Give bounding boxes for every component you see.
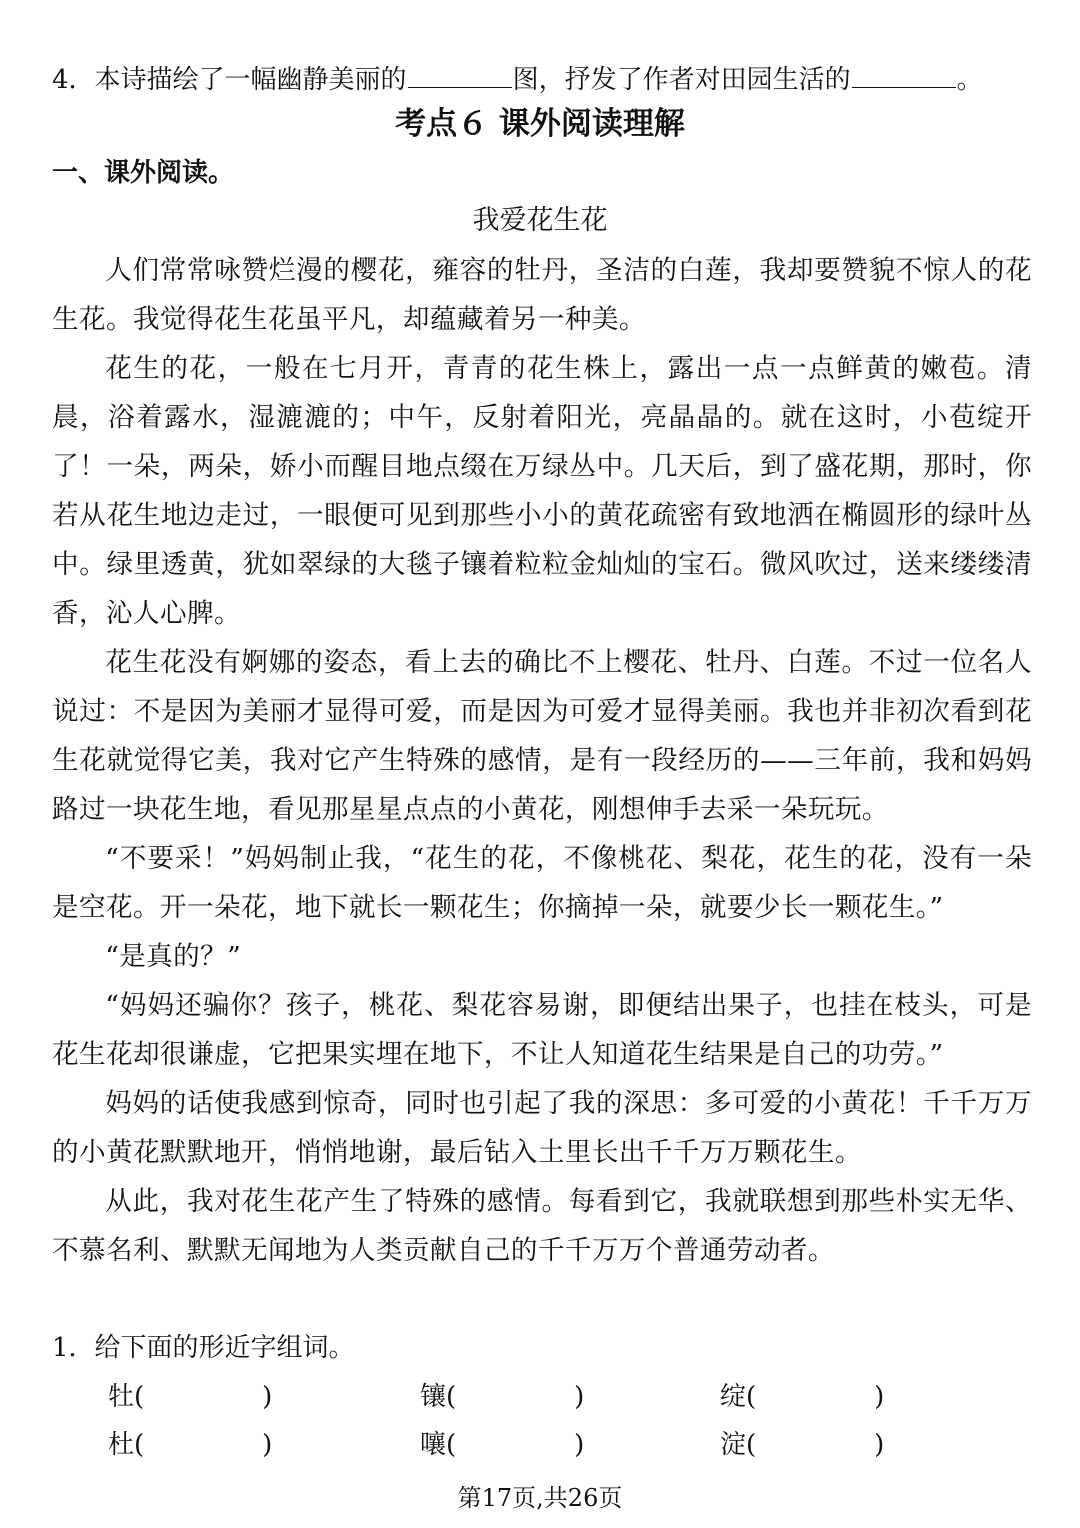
word-char: 淀 <box>720 1430 747 1460</box>
open-paren: ( <box>746 1382 757 1412</box>
article-paragraph: “是真的？” <box>105 941 242 972</box>
section-title: 考点６ 课外阅读理解 <box>395 106 685 142</box>
question-4 <box>52 60 983 100</box>
close-paren: ) <box>262 1430 273 1460</box>
article-title: 我爱花生花 <box>472 205 608 236</box>
question-4-number: 4． <box>52 65 95 95</box>
question-4-text-part2: 图，抒发了作者对田园生活的 <box>512 65 851 95</box>
word-pair-cell <box>720 1374 884 1420</box>
answer-blank-2[interactable] <box>852 61 956 88</box>
article-paragraph: “不要采！”妈妈制止我，“花生的花，不像桃花、梨花，花生的花，没有一朵是空花。开一朵花，地下就长一颗花生；你摘掉一朵，就要少长一颗花生。” <box>52 843 1032 923</box>
close-paren: ) <box>574 1382 585 1412</box>
open-paren: ( <box>746 1430 757 1460</box>
article-paragraph: 妈妈的话使我感到惊奇，同时也引起了我的深思：多可爱的小黄花！千千万万的小黄花默默地开，悄悄地谢，最后钻入土里长出千千万万颗花生。 <box>52 1088 1032 1168</box>
close-paren: ) <box>574 1430 585 1460</box>
article-body <box>52 246 1032 1275</box>
word-char: 杜 <box>108 1430 135 1460</box>
word-pair-cell <box>108 1374 272 1420</box>
open-paren: ( <box>134 1382 145 1412</box>
answer-blank-1[interactable] <box>408 61 512 88</box>
close-paren: ) <box>262 1382 273 1412</box>
word-pair-cell <box>420 1422 584 1468</box>
question-4-text-part3: 。 <box>956 65 983 95</box>
close-paren: ) <box>874 1430 885 1460</box>
question-1: 1．给下面的形近字组词。 <box>52 1333 355 1363</box>
question-4-text-part1: 本诗描绘了一幅幽静美丽的 <box>94 65 407 95</box>
word-char: 镶 <box>420 1382 447 1412</box>
word-char: 牡 <box>108 1382 135 1412</box>
word-pair-cell <box>720 1422 884 1468</box>
article-paragraph: 从此，我对花生花产生了特殊的感情。每看到它，我就联想到那些朴实无华、不慕名利、默默无闻地为人类贡献自己的千千万万个普通劳动者。 <box>52 1186 1032 1266</box>
article-paragraph: “妈妈还骗你？孩子，桃花、梨花容易谢，即便结出果子，也挂在枝头，可是花生花却很谦虚，它把果实埋在地下，不让人知道花生结果是自己的功劳。” <box>52 990 1032 1070</box>
open-paren: ( <box>446 1382 457 1412</box>
sub-heading: 一、课外阅读。 <box>52 158 235 188</box>
article-paragraph: 花生的花，一般在七月开，青青的花生株上，露出一点一点鲜黄的嫩苞。清晨，浴着露水，湿漉漉的；中午，反射着阳光，亮晶晶的。就在这时，小苞绽开了！一朵，两朵，娇小而醒目地点缀在万绿丛中。几天后，到了盛花期，那时，你若从花生地边走过，一眼便可见到那些小小的黄花疏密有致地洒在椭圆形的绿叶丛中。绿里透黄，犹如翠绿的大毯子镶着粒粒金灿灿的宝石。微风吹过，送来缕缕清香，沁人心脾。 <box>52 353 1032 629</box>
close-paren: ) <box>874 1382 885 1412</box>
article-paragraph: 花生花没有婀娜的姿态，看上去的确比不上樱花、牡丹、白莲。不过一位名人说过：不是因为美丽才显得可爱，而是因为可爱才显得美丽。我也并非初次看到花生花就觉得它美，我对它产生特殊的感情，是有一段经历的——三年前，我和妈妈路过一块花生地，看见那星星点点的小黄花，刚想伸手去采一朵玩玩。 <box>52 647 1032 825</box>
page-footer: 第17页,共26页 <box>457 1484 623 1512</box>
open-paren: ( <box>134 1430 145 1460</box>
word-char: 嚷 <box>420 1430 447 1460</box>
open-paren: ( <box>446 1430 457 1460</box>
word-pair-cell <box>420 1374 584 1420</box>
word-pair-cell <box>108 1422 272 1468</box>
word-char: 绽 <box>720 1382 747 1412</box>
article-paragraph: 人们常常咏赞烂漫的樱花，雍容的牡丹，圣洁的白莲，我却要赞貌不惊人的花生花。我觉得花生花虽平凡，却蕴藏着另一种美。 <box>52 255 1032 335</box>
